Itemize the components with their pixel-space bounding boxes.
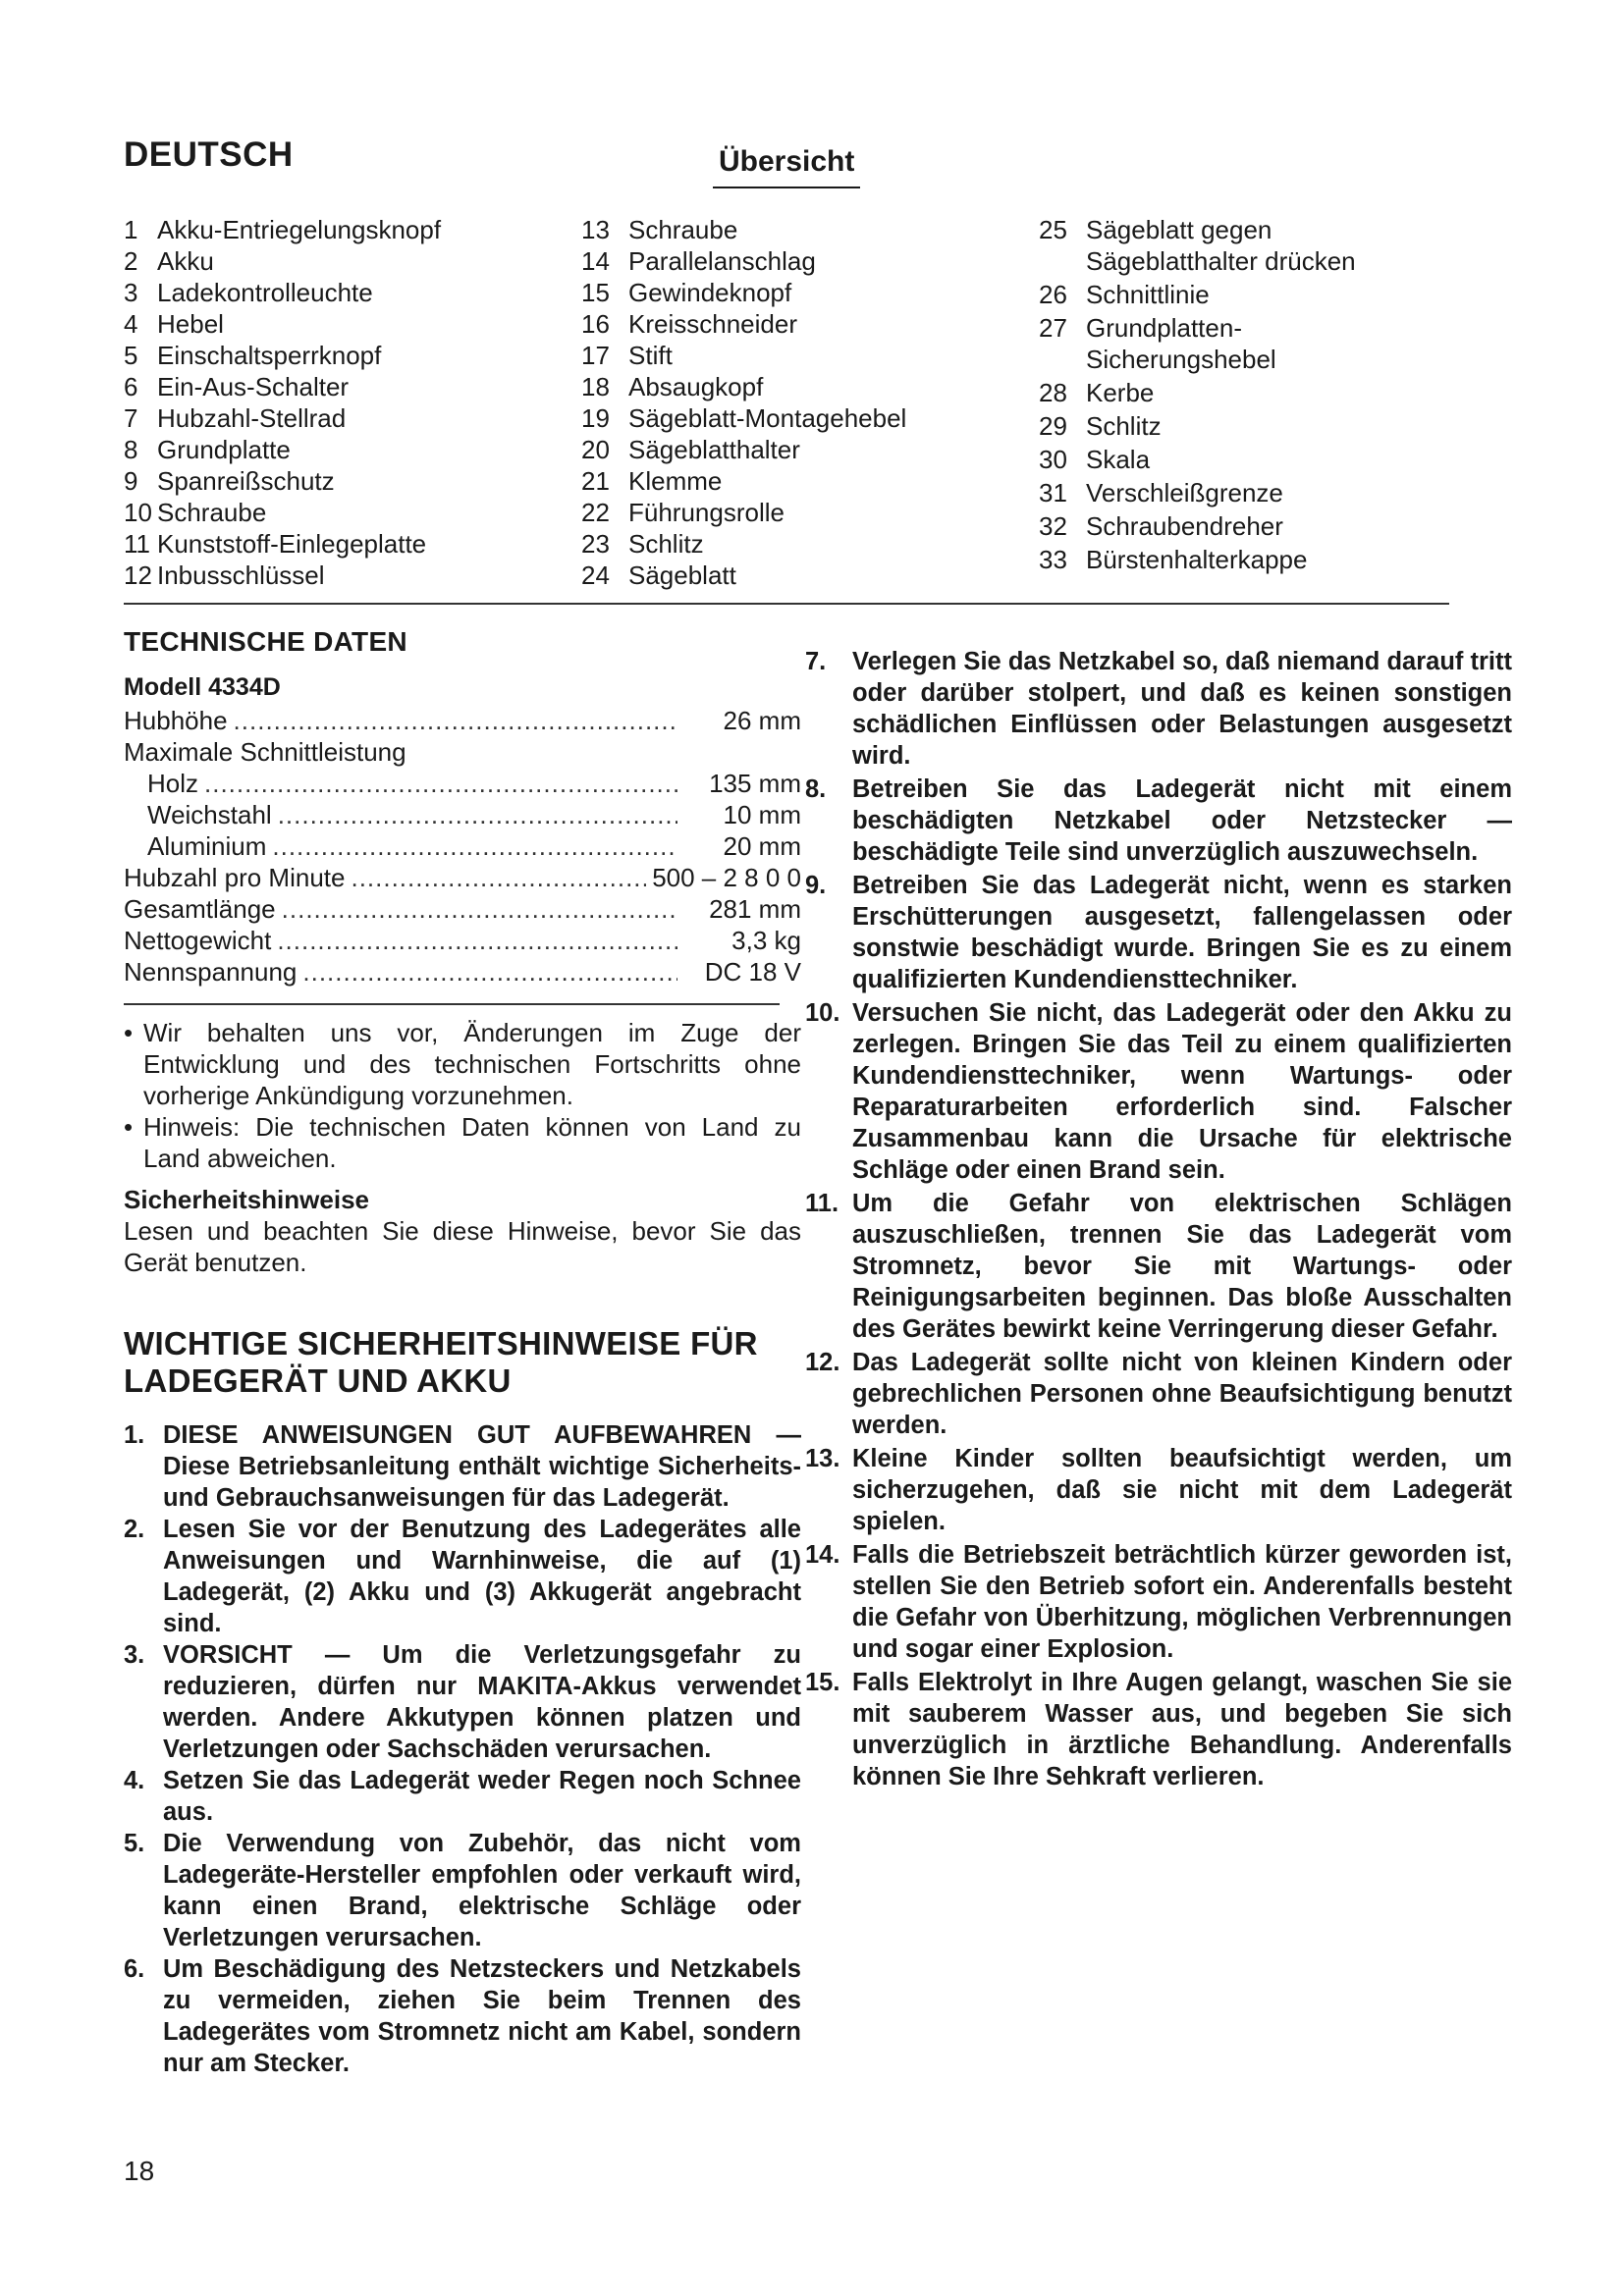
specs-heading: TECHNISCHE DATEN	[124, 626, 407, 657]
list-item: 13 Schraube	[581, 215, 738, 244]
section-divider	[124, 603, 1449, 605]
safety-item: 3. VORSICHT — Um die Verletzungsgefahr zu reduzieren, dürfen nur MAKITA-Akkus verwendet werden. Andere Akkutypen können platzen und Verletzungen oder Sachschäden verursachen.	[124, 1641, 801, 1763]
list-item: 6 Ein-Aus-Schalter	[124, 372, 350, 401]
parts-list-column-3	[1039, 214, 1530, 575]
specs-rule	[124, 1003, 780, 1005]
model-name: Modell 4334D	[124, 673, 281, 701]
safety-item: 2. Lesen Sie vor der Benutzung des Ladegerätes alle Anweisungen und Warnhinweise, die auf (1) Ladegerät, (2) Akku und (3) Akkugerät angebracht sind.	[124, 1516, 801, 1637]
parts-list-column-2	[581, 214, 1013, 591]
safety-item: 1. DIESE ANWEISUNGEN GUT AUFBEWAHREN — Diese Betriebsanleitung enthält wichtige Sicherheits- und Gebrauchsanweisungen für das Ladegerät.	[124, 1421, 801, 1512]
spec-row: Aluminium ..... 20 mm	[124, 830, 801, 862]
list-item-continuation: Sicherungshebel	[1086, 345, 1276, 374]
list-item: 3 Ladekontrolleuchte	[124, 278, 373, 307]
list-item: 5 Einschaltsperrknopf	[124, 341, 382, 370]
spec-row: Gesamtlänge ..... 281 mm	[124, 893, 801, 925]
note-item: • Hinweis: Die technischen Daten können von Land zu Land abweichen.	[124, 1112, 801, 1173]
list-item: 16 Kreisschneider	[581, 309, 797, 339]
spec-row: Holz ..... 135 mm	[124, 768, 801, 799]
list-item: 29 Schlitz	[1039, 411, 1162, 441]
safety-item: 5. Die Verwendung von Zubehör, das nicht vom Ladegeräte-Hersteller empfohlen oder verkauft wird, kann einen Brand, elektrische Schläge oder Verletzungen verursachen.	[124, 1830, 801, 1951]
list-item: 7 Hubzahl-Stellrad	[124, 403, 347, 433]
safety-item: 15. Falls Elektrolyt in Ihre Augen gelangt, waschen Sie sie mit sauberem Wasser aus, und begeben Sie sich unverzüglich in ärztliche Behandlung. Anderenfalls können Sie Ihre Sehkraft verlieren.	[805, 1669, 1512, 1790]
safety-item: 4. Setzen Sie das Ladegerät weder Regen noch Schnee aus.	[124, 1767, 801, 1826]
safety-item: 8. Betreiben Sie das Ladegerät nicht mit einem beschädigten Netzkabel oder Netzstecker — beschädigte Teile sind unverzüglich auszuwechseln.	[805, 775, 1512, 866]
list-item: 10 Schraube	[124, 498, 267, 527]
parts-list-column-1	[124, 214, 556, 591]
spec-subheading: Maximale Schnittleistung	[124, 737, 406, 767]
list-item: 21 Klemme	[581, 466, 723, 496]
list-item: 28 Kerbe	[1039, 378, 1155, 407]
note-item: • Wir behalten uns vor, Änderungen im Zuge der Entwicklung und des technischen Fortschritts ohne vorherige Ankündigung vorzunehmen.	[124, 1018, 801, 1110]
safety-title: Sicherheitshinweise	[124, 1185, 369, 1214]
spec-row: Nettogewicht ..... 3,3 kg	[124, 925, 801, 956]
list-item: 27 Grundplatten-	[1039, 313, 1242, 343]
spec-row: Weichstahl ..... 10 mm	[124, 799, 801, 830]
list-item: 1 Akku-Entriegelungsknopf	[124, 215, 442, 244]
list-item: 32 Schraubendreher	[1039, 511, 1283, 541]
page-number: 18	[124, 2156, 155, 2186]
list-item: 8 Grundplatte	[124, 435, 291, 464]
important-safety-heading: WICHTIGE SICHERHEITSHINWEISE FÜR LADEGERÄT UND AKKU	[124, 1325, 758, 1399]
list-item: 20 Sägeblatthalter	[581, 435, 800, 464]
list-item: 17 Stift	[581, 341, 673, 370]
list-item: 4 Hebel	[124, 309, 224, 339]
list-item: 2 Akku	[124, 246, 214, 276]
safety-item: 10. Versuchen Sie nicht, das Ladegerät oder den Akku zu zerlegen. Bringen Sie das Teil zu einem qualifizierten Kundendiensttechniker, wenn Wartungs- oder Reparaturarbeiten erforderlich sind. Falscher Zusammenbau kann die Ursache für elektrische Schläge oder einen Brand sein.	[805, 999, 1512, 1184]
list-item: 14 Parallelanschlag	[581, 246, 816, 276]
list-item: 33 Bürstenhalterkappe	[1039, 545, 1308, 574]
list-item: 31 Verschleißgrenze	[1039, 478, 1283, 507]
safety-text: Lesen und beachten Sie diese Hinweise, bevor Sie das Gerät benutzen.	[124, 1216, 801, 1277]
spec-row: Hubzahl pro Minute ..... 500 – 2 8 0 0	[124, 862, 801, 893]
list-item: 15 Gewindeknopf	[581, 278, 792, 307]
safety-item: 7. Verlegen Sie das Netzkabel so, daß niemand darauf tritt oder darüber stolpert, und daß es keinen sonstigen schädlichen Einflüssen oder Belastungen ausgesetzt wird.	[805, 648, 1512, 770]
safety-item: 11. Um die Gefahr von elektrischen Schlägen auszuschließen, trennen Sie das Ladegerät vom Stromnetz, bevor Sie mit Wartungs- oder Reinigungsarbeiten beginnen. Das bloße Ausschalten des Gerätes bewirkt keine Verringerung dieser Gefahr.	[805, 1190, 1512, 1343]
left-column	[124, 626, 801, 2079]
list-item: 19 Sägeblatt-Montagehebel	[581, 403, 907, 433]
list-item: 24 Sägeblatt	[581, 561, 736, 590]
list-item: 25 Sägeblatt gegen	[1039, 215, 1272, 244]
language-heading: DEUTSCH	[124, 135, 294, 174]
safety-item: 13. Kleine Kinder sollten beaufsichtigt werden, um sicherzugehen, daß sie nicht mit dem Ladegerät spielen.	[805, 1445, 1512, 1535]
list-item: 12 Inbusschlüssel	[124, 561, 325, 590]
list-item: 9 Spanreißschutz	[124, 466, 335, 496]
safety-item: 12. Das Ladegerät sollte nicht von kleinen Kindern oder gebrechlichen Personen ohne Beaufsichtigung benutzt werden.	[805, 1349, 1512, 1439]
overview-title: Übersicht	[713, 145, 860, 188]
safety-item: 9. Betreiben Sie das Ladegerät nicht, wenn es starken Erschütterungen ausgesetzt, fallengelassen oder sonstwie beschädigt wurde. Bringen Sie es zu einem qualifizierten Kundendiensttechniker.	[805, 872, 1512, 993]
safety-item: 14. Falls die Betriebszeit beträchtlich kürzer geworden ist, stellen Sie den Betrieb sofort ein. Anderenfalls besteht die Gefahr von Überhitzung, möglichen Verbrennungen und sogar einer Explosion.	[805, 1541, 1512, 1663]
right-column	[805, 646, 1512, 1794]
spec-row: Nennspannung ..... DC 18 V	[124, 956, 801, 988]
list-item-continuation: Sägeblatthalter drücken	[1086, 246, 1356, 276]
list-item: 18 Absaugkopf	[581, 372, 764, 401]
list-item: 26 Schnittlinie	[1039, 280, 1210, 309]
safety-item: 6. Um Beschädigung des Netzsteckers und Netzkabels zu vermeiden, ziehen Sie beim Trennen des Ladegerätes vom Stromnetz nicht am Kabel, sondern nur am Stecker.	[124, 1955, 801, 2077]
spec-row: Hubhöhe ..... 26 mm	[124, 705, 801, 736]
list-item: 23 Schlitz	[581, 529, 704, 559]
list-item: 30 Skala	[1039, 445, 1151, 474]
list-item: 11 Kunststoff-Einlegeplatte	[124, 529, 427, 559]
list-item: 22 Führungsrolle	[581, 498, 785, 527]
